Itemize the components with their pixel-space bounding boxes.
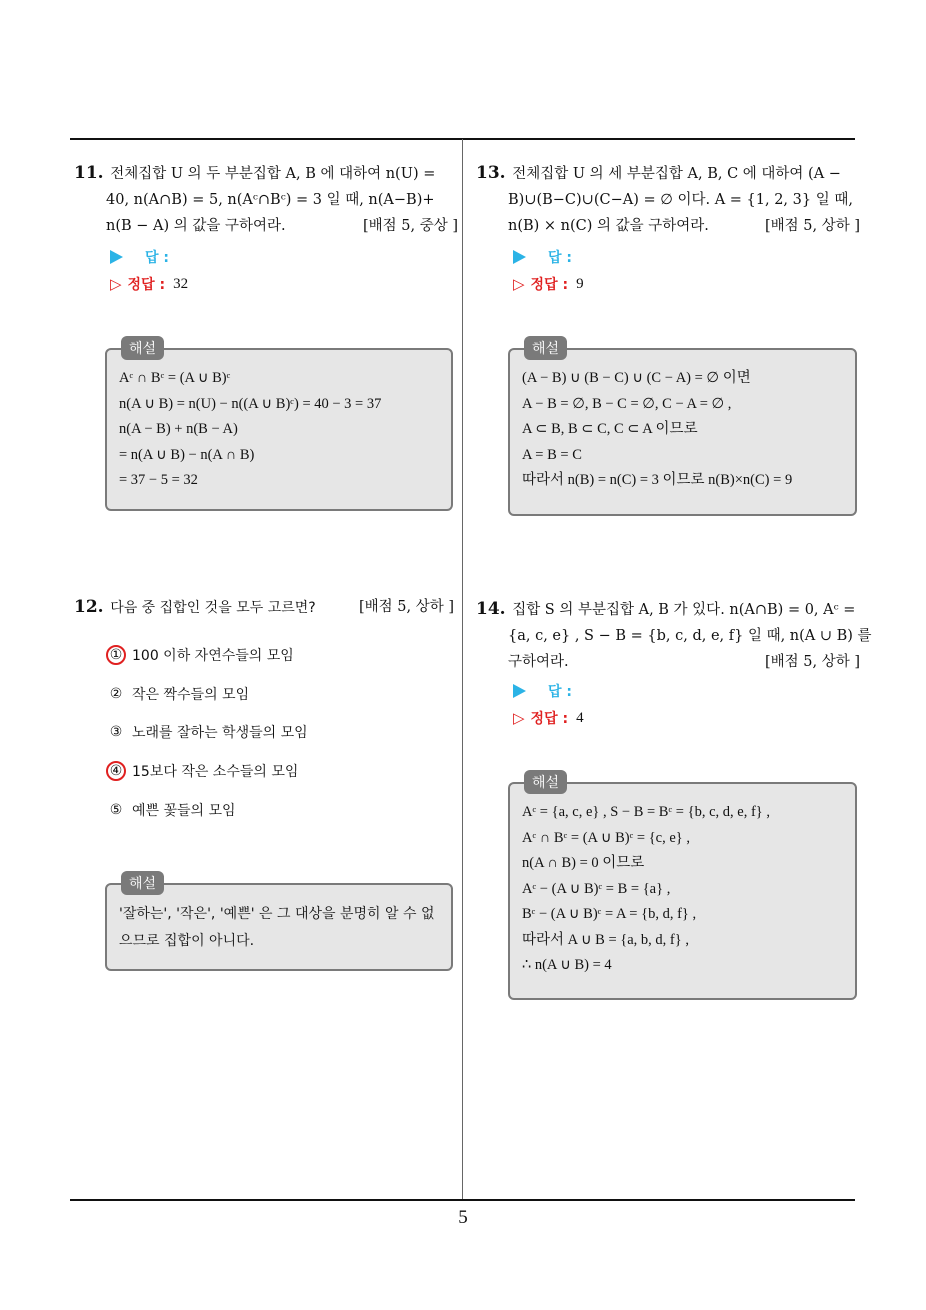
answer-label: 답 :	[145, 250, 169, 266]
solution-line: Bᶜ − (A ∪ B)ᶜ = A = {b, d, f} ,	[522, 906, 697, 922]
correct-answer-label: 정답 :	[530, 277, 569, 293]
choice-2[interactable]: ② 작은 짝수들의 모임	[106, 684, 249, 704]
points-label: [배점 5, 상하 ]	[358, 599, 454, 615]
solution-box-13	[508, 341, 857, 516]
solution-line: A = B = C	[522, 446, 582, 463]
solution-line: Aᶜ − (A ∪ B)ᶜ = B = {a} ,	[522, 880, 671, 897]
question-11-line-1: 11. 전체집합 U 의 두 부분집합 A, B 에 대하여 n(U) =	[74, 163, 436, 183]
question-14-line-3: 구하여라. [배점 5, 상하 ]	[476, 649, 860, 675]
solution-tag: 해설	[121, 871, 164, 895]
correct-answer-value: 9	[576, 275, 584, 292]
question-12	[74, 594, 454, 621]
correct-answer-row	[110, 274, 188, 294]
solution-tag: 해설	[524, 770, 567, 794]
question-number: 11.	[74, 163, 104, 183]
question-13	[476, 160, 860, 239]
answer-row	[513, 247, 572, 267]
correct-answer-label: 정답 :	[530, 711, 569, 727]
correct-answer-row	[513, 708, 584, 728]
play-icon	[513, 684, 526, 698]
bottom-rule	[70, 1199, 855, 1201]
solution-box-12	[105, 876, 453, 971]
solution-tag: 해설	[524, 336, 567, 360]
choice-number: ①	[106, 645, 126, 665]
question-14	[476, 596, 872, 675]
play-icon	[513, 250, 526, 264]
choice-number: ⑤	[109, 802, 123, 818]
triangle-outline-icon: ▷	[513, 275, 525, 293]
choice-number: ③	[109, 724, 123, 740]
question-13-line-3: n(B) × n(C) 의 값을 구하여라. [배점 5, 상하 ]	[476, 213, 860, 239]
solution-line: Aᶜ ∩ Bᶜ = (A ∪ B)ᶜ = {c, e} ,	[522, 829, 691, 846]
solution-line: A − B = ∅, B − C = ∅, C − A = ∅ ,	[522, 395, 732, 412]
question-14-line-2: {a, c, e} , S − B = {b, c, d, e, f} 일 때, n(A ∪ B) 를	[508, 628, 872, 644]
answer-row	[110, 247, 169, 267]
solution-line: = 37 − 5 = 32	[119, 472, 198, 488]
points-label: [배점 5, 상하 ]	[764, 218, 860, 234]
triangle-outline-icon: ▷	[513, 709, 525, 727]
question-14-line-1: 14. 집합 S 의 부분집합 A, B 가 있다. n(A∩B) = 0, Aᶜ =	[476, 599, 856, 619]
choice-number: ④	[106, 761, 126, 781]
answer-label: 답 :	[548, 250, 572, 266]
solution-line: 따라서 A ∪ B = {a, b, d, f} ,	[522, 931, 689, 948]
question-13-line-2: B)∪(B−C)∪(C−A) = ∅ 이다. A = {1, 2, 3} 일 때,	[508, 192, 853, 208]
question-number: 12.	[74, 597, 104, 617]
question-number: 13.	[476, 163, 506, 183]
solution-line: n(A ∪ B) = n(U) − n((A ∪ B)ᶜ) = 40 − 3 = 37	[119, 395, 382, 412]
solution-line: (A − B) ∪ (B − C) ∪ (C − A) = ∅ 이면	[522, 370, 751, 386]
question-12-line-1: 12. 다음 중 집합인 것을 모두 고르면? [배점 5, 상하 ]	[74, 594, 454, 621]
column-divider	[462, 139, 463, 1200]
points-label: [배점 5, 중상 ]	[362, 218, 458, 234]
points-label: [배점 5, 상하 ]	[764, 654, 860, 670]
choice-number: ②	[109, 686, 123, 702]
question-11	[74, 160, 458, 239]
correct-answer-value: 4	[576, 709, 584, 726]
solution-line: = n(A ∪ B) − n(A ∩ B)	[119, 446, 255, 463]
solution-line: Aᶜ = {a, c, e} , S − B = Bᶜ = {b, c, d, e, f} ,	[522, 804, 770, 820]
solution-line: A ⊂ B, B ⊂ C, C ⊂ A 이므로	[522, 421, 698, 437]
solution-line: n(A ∩ B) = 0 이므로	[522, 855, 645, 871]
answer-label: 답 :	[548, 684, 572, 700]
choice-4[interactable]: ④ 15보다 작은 소수들의 모임	[106, 761, 298, 781]
triangle-outline-icon: ▷	[110, 275, 122, 293]
question-13-line-1: 13. 전체집합 U 의 세 부분집합 A, B, C 에 대하여 (A −	[476, 163, 841, 183]
choice-5[interactable]: ⑤ 예쁜 꽃들의 모임	[106, 800, 236, 820]
solution-box-11	[105, 341, 453, 511]
question-11-line-2: 40, n(A∩B) = 5, n(Aᶜ∩Bᶜ) = 3 일 때, n(A−B)+	[106, 192, 435, 208]
correct-answer-value: 32	[173, 275, 189, 292]
question-11-line-3: n(B − A) 의 값을 구하여라. [배점 5, 중상 ]	[74, 213, 458, 239]
solution-line: 따라서 n(B) = n(C) = 3 이므로 n(B)×n(C) = 9	[522, 472, 793, 488]
choice-1[interactable]: ① 100 이하 자연수들의 모임	[106, 645, 294, 665]
solution-text: '잘하는', '작은', '예쁜' 은 그 대상을 분명히 알 수 없으므로 집합이 아니다.	[119, 906, 435, 949]
solution-line: Aᶜ ∩ Bᶜ = (A ∪ B)ᶜ	[119, 370, 231, 386]
solution-line: n(A − B) + n(B − A)	[119, 421, 238, 437]
play-icon	[110, 250, 123, 264]
page-number: 5	[458, 1207, 468, 1228]
solution-line: ∴ n(A ∪ B) = 4	[522, 957, 612, 973]
solution-tag: 해설	[121, 336, 164, 360]
question-number: 14.	[476, 599, 506, 619]
answer-row	[513, 681, 572, 701]
correct-answer-label: 정답 :	[127, 277, 166, 293]
correct-answer-row	[513, 274, 584, 294]
solution-box-14	[508, 775, 857, 1000]
choice-3[interactable]: ③ 노래를 잘하는 학생들의 모임	[106, 722, 308, 742]
